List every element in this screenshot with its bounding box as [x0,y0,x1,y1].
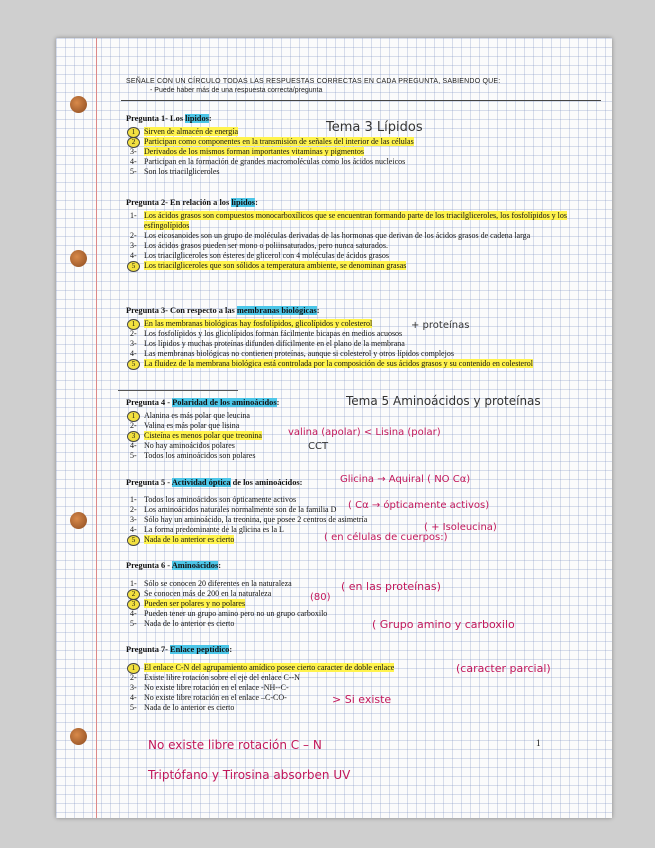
answer-3-2[interactable] [126,329,596,339]
answer-text: En las membranas biológicas hay fosfolípidos, glicolípidos y colesterol [144,319,373,328]
answer-6-4[interactable] [126,609,596,619]
handwritten-note-cct: CCT [308,441,329,452]
handwritten-topic-1: Tema 3 Lípidos [326,120,423,135]
question-6-topic: Aminoácidos [171,561,219,570]
answer-number: 2 [127,589,140,600]
question-7-title [126,645,596,655]
question-6 [126,561,596,629]
answer-number: 1- [130,211,137,220]
hand-underline [118,390,238,391]
handwritten-note-valina: valina (apolar) < Lisina (polar) [288,427,441,438]
answer-text: Pueden tener un grupo amino pero no un grupo carboxilo [144,609,328,618]
answer-1-3[interactable] [126,147,596,157]
answer-text: Las membranas biológicas no contienen proteínas, aunque si colesterol y otros lípidos complejos [144,349,454,358]
question-6-colon: : [218,561,222,570]
punch-hole [70,512,87,529]
answer-2-2[interactable] [126,231,596,241]
answer-text: Alanina es más polar que leucina [144,411,250,420]
answer-number: 4- [130,441,137,450]
question-3-topic: membranas biológicas [236,306,317,315]
handwritten-note-glicina: Glicina → Aquiral ( NO Cα) [340,474,471,485]
answer-number: 2- [130,231,137,240]
answer-number: 2 [127,137,140,148]
answer-number: 4- [130,157,137,166]
answer-4-1[interactable] [126,411,596,421]
answer-text: Sólo hay un aminoácido, la treonina, que posee 2 centros de asimetría [144,515,368,524]
answer-text: Derivados de los mismos forman importantes vitaminas y pigmentos [144,147,364,156]
answer-2-1[interactable] [126,211,596,231]
answer-7-3[interactable] [126,683,596,693]
answer-number: 5 [127,535,140,546]
answer-text: Pueden ser polares y no polares [144,599,246,608]
answer-number: 1- [130,495,137,504]
answer-text: Los triacilgliceroles son ésteres de glicerol con 4 moléculas de ácidos grasos [144,251,390,260]
answer-number: 3- [130,515,137,524]
handwritten-conclusion-2: Triptófano y Tirosina absorben UV [148,768,351,782]
answer-text: El enlace C-N del agrupamiento amídico posee cierto caracter de doble enlace [144,663,395,672]
answer-number: 1 [127,411,140,422]
answer-number: 5- [130,619,137,628]
answer-text: Son los triacilgliceroles [144,167,220,176]
answer-text: Los ácidos grasos pueden ser mono o poliinsaturados, pero nunca saturados. [144,241,388,250]
question-1-colon: : [208,114,212,123]
answer-text: Los eicosanoides son un grupo de moléculas derivadas de las hormonas que derivan de los ácidos grasos de cadena larga [144,231,531,240]
answer-text: Se conocen más de 200 en la naturaleza [144,589,272,598]
answer-number: 4- [130,251,137,260]
answer-4-5[interactable] [126,451,596,461]
margin-line [96,38,97,818]
answer-2-3[interactable] [126,241,596,251]
answer-text: La fluidez de la membrana biológica está controlada por la composición de sus ácidos grasos y su contenido en colesterol [144,359,533,368]
answer-number: 2- [130,329,137,338]
answer-text: No existe libre rotación en el enlace –C-CO- [144,693,287,702]
answer-text: Sólo se conocen 20 diferentes en la naturaleza [144,579,292,588]
answer-3-4[interactable] [126,349,596,359]
answer-number: 4- [130,609,137,618]
answer-text: La forma predominante de la glicina es la L [144,525,284,534]
question-1-topic: lípidos [185,114,209,123]
answer-text: Los ácidos grasos son compuestos monocarboxílicos que se encuentran formando parte de los triacilgliceroles, los fosfolípidos y los esfingolípidos [144,211,568,230]
punch-hole [70,728,87,745]
answer-text: Sirven de almacén de energía [144,127,239,136]
question-4-colon: : [276,398,280,407]
answer-text: Todos los aminoácidos son polares [144,451,256,460]
answer-number: 4- [130,349,137,358]
answer-number: 1 [127,127,140,138]
answer-number: 5- [130,703,137,712]
answer-3-1[interactable] [126,319,596,329]
answer-number: 3 [127,599,140,610]
answer-6-3[interactable] [126,599,596,609]
handwritten-note-optic: ( Cα → ópticamente activos) [348,500,490,511]
question-3 [126,306,596,369]
punch-hole [70,96,87,113]
handwritten-topic-5: Tema 5 Aminoácidos y proteínas [346,394,541,408]
answer-text: Los lípidos y muchas proteínas difunden difícilmente en el plano de la membrana [144,339,405,348]
answer-2-4[interactable] [126,251,596,261]
handwritten-note-amino-carboxilo: ( Grupo amino y carboxilo [372,618,515,631]
answer-text: Todos los aminoácidos son ópticamente activos [144,495,297,504]
question-6-title-text: Pregunta 6 - [126,561,172,570]
answer-number: 5- [130,167,137,176]
handwritten-note-proteins-20: ( en las proteínas) [341,580,441,593]
handwritten-conclusion-1: No existe libre rotación C – N [148,738,322,752]
answer-number: 3 [127,431,140,442]
answer-text: Existe libre rotación sobre el eje del enlace C--N [144,673,300,682]
answer-number: 4- [130,525,137,534]
answer-1-4[interactable] [126,157,596,167]
answer-number: 3- [130,683,137,692]
answer-number: 2- [130,505,137,514]
answer-number: 1 [127,319,140,330]
question-2 [126,198,596,271]
question-5-title-rest: de los aminoácidos: [230,478,303,487]
answer-number: 1- [130,579,137,588]
instructions-line-1: SEÑALE CON UN CÍRCULO TODAS LAS RESPUESTAS CORRECTAS EN CADA PREGUNTA, SABIENDO QUE: [126,78,501,85]
answer-number: 2- [130,421,137,430]
question-2-title-text: Pregunta 2- En relación a los [126,198,232,207]
answer-4-4[interactable] [126,441,596,451]
punch-hole [70,250,87,267]
answer-text: Los fosfolípidos y los glicolípidos forman fácilmente bicapas en medios acuosos [144,329,403,338]
handwritten-note-parcial: (caracter parcial) [456,662,551,675]
question-1-title-text: Pregunta 1- Los [126,114,186,123]
answer-number: 3- [130,241,137,250]
answer-6-5[interactable] [126,619,596,629]
answer-text: Cisteína es menos polar que treonina [144,431,262,440]
question-5-title-text: Pregunta 5 - [126,478,172,487]
answer-1-2[interactable] [126,137,596,147]
answer-number: 5 [127,261,140,272]
question-2-title [126,198,596,208]
answer-number: 2- [130,673,137,682]
answer-number: 5- [130,451,137,460]
answer-text: Valina es más polar que lisina [144,421,240,430]
handwritten-note-si-existe: > Si existe [332,693,392,706]
header-rule [121,100,601,101]
question-2-topic: lípidos [231,198,256,207]
answer-text: Nada de lo anterior es cierto [144,703,235,712]
question-4-topic: Polaridad de los aminoácidos [172,398,277,407]
answer-number: 1 [127,663,140,674]
answer-text: Participan en la formación de grandes macromoléculas como los ácidos nucleicos [144,157,406,166]
answer-text: Participan como componentes en la transmisión de señales del interior de las células [144,137,414,146]
answer-1-5[interactable] [126,167,596,177]
question-3-colon: : [316,306,320,315]
page-number: 1 [536,738,541,748]
answer-text: No existe libre rotación en el enlace -NH--C- [144,683,289,692]
handwritten-note-proteins: + proteínas [411,320,470,331]
answer-5-3[interactable] [126,515,596,525]
answer-number: 4- [130,693,137,702]
handwritten-note-cells: ( en células de cuerpos:) [324,532,448,543]
answer-number: 3- [130,147,137,156]
handwritten-note-80: (80) [310,592,331,603]
question-2-colon: : [255,198,258,207]
question-2-answers [126,211,596,271]
document-page [56,38,612,818]
answer-text: Los aminoácidos naturales normalmente son de la familia D [144,505,337,514]
question-3-title-text: Pregunta 3- Con respecto a las [126,306,237,315]
question-6-title [126,561,596,571]
answer-text: Nada de lo anterior es cierto [144,619,235,628]
answer-text: Los triacilgliceroles que son sólidos a temperatura ambiente, se denominan grasas [144,261,407,270]
handwritten-note-isoleucina: ( + Isoleucina) [424,522,497,533]
answer-number: 3- [130,339,137,348]
question-7-colon: : [229,645,233,654]
answer-text: Nada de lo anterior es cierto [144,535,235,544]
answer-number: 5 [127,359,140,370]
question-5-topic: Actividad óptica [171,478,231,487]
question-7-title-text: Pregunta 7- [126,645,171,654]
instructions-line-2: - Puede haber más de una respuesta correcta/pregunta [150,87,323,94]
instructions-header [126,78,596,94]
answer-3-5[interactable] [126,359,596,369]
answer-3-3[interactable] [126,339,596,349]
question-3-title [126,306,596,316]
question-7-topic: Enlace peptídico [170,645,230,654]
question-4-title-text: Pregunta 4 - [126,398,173,407]
answer-2-5[interactable] [126,261,596,271]
question-3-answers [126,319,596,369]
answer-text: No hay aminoácidos polares [144,441,235,450]
